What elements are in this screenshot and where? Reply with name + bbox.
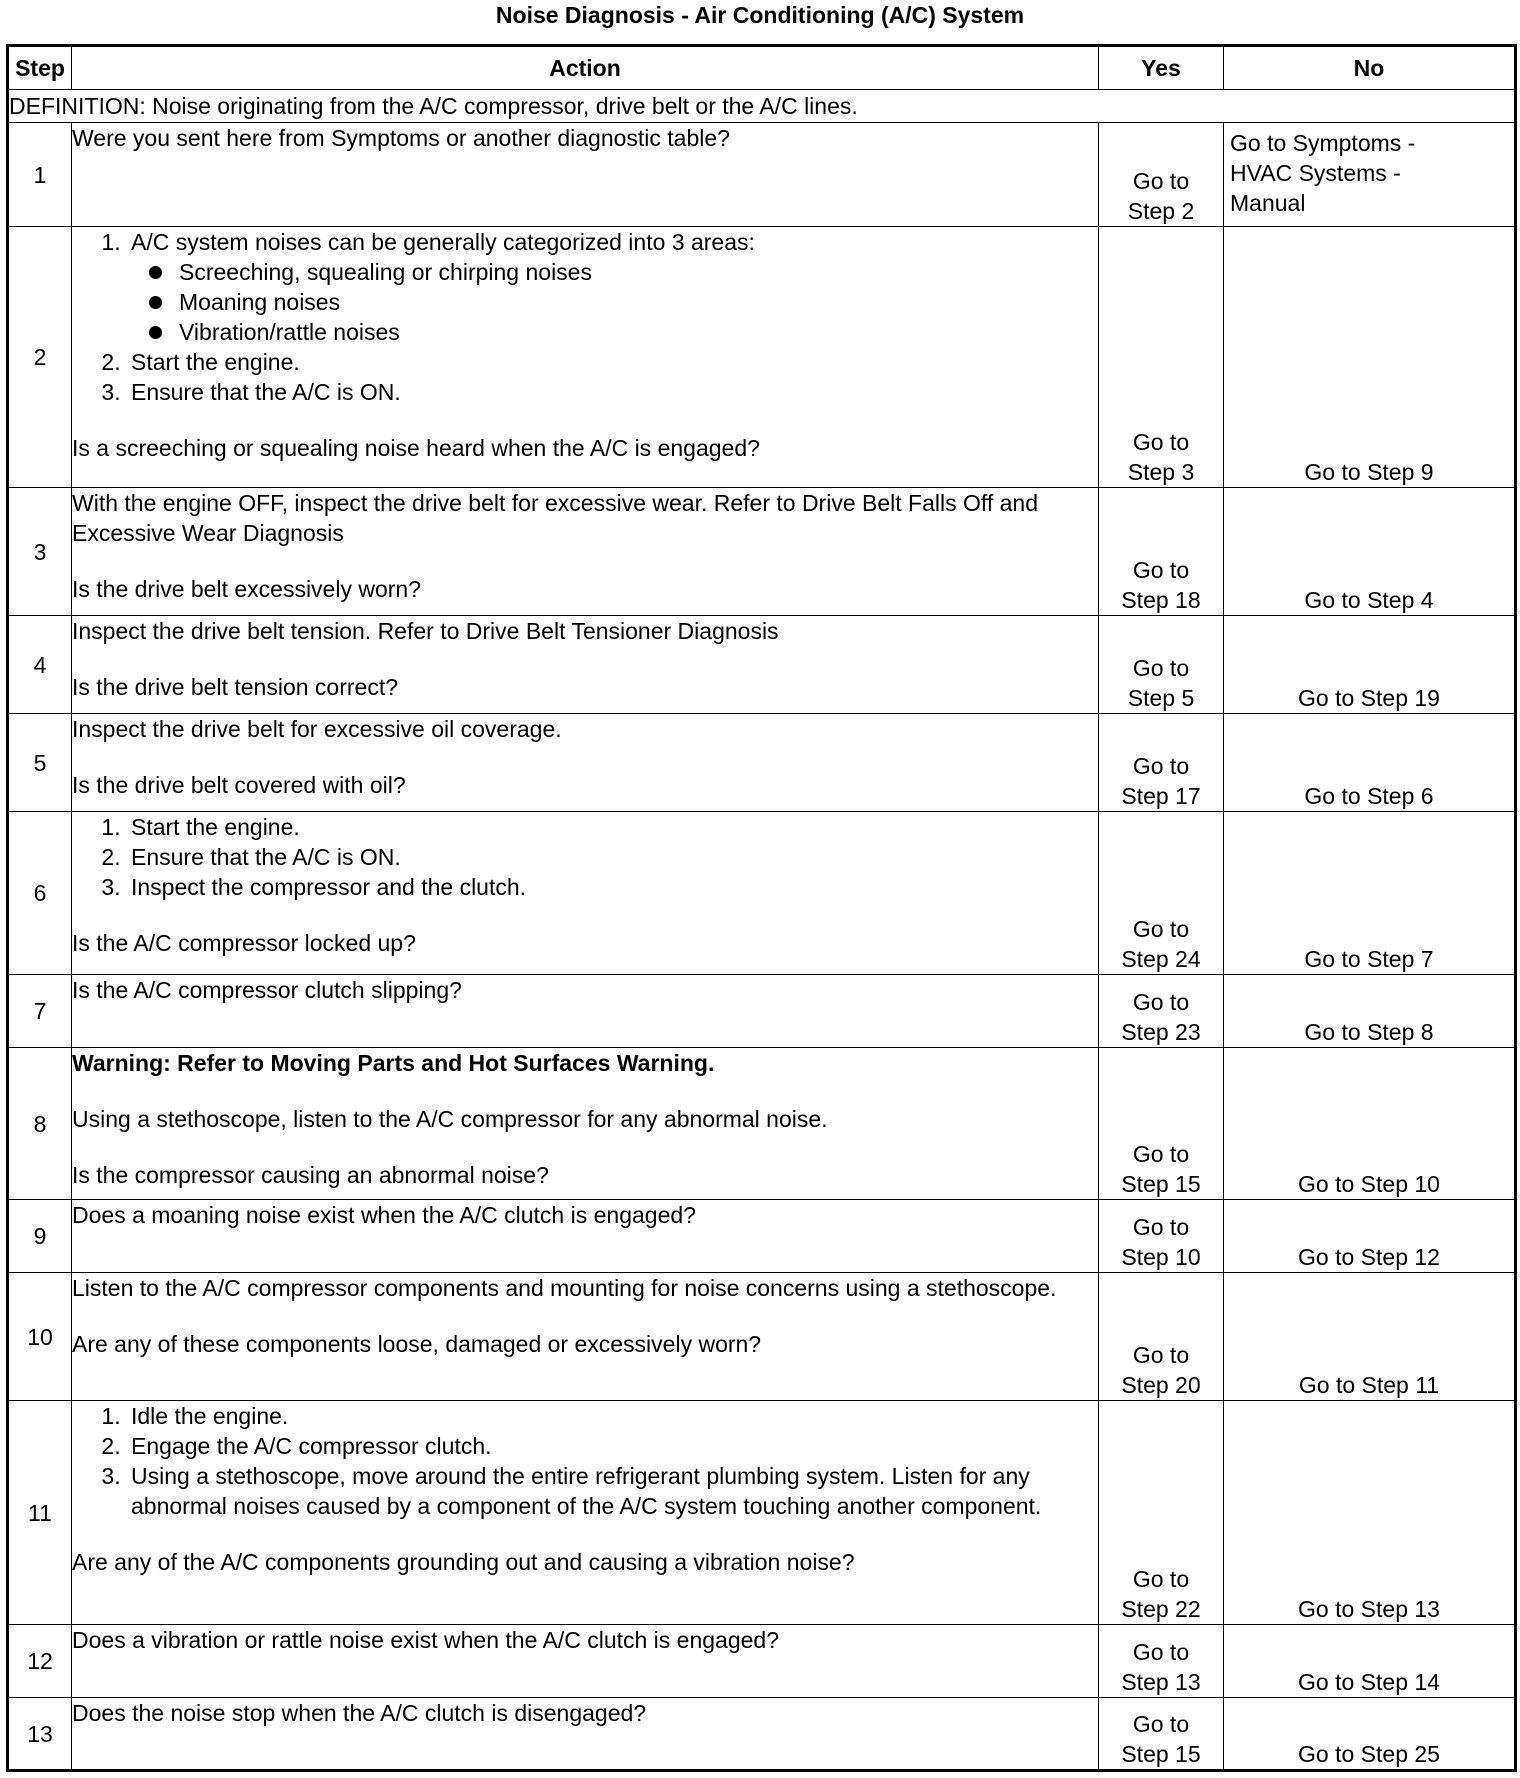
- list-item: 3. Ensure that the A/C is ON.: [127, 377, 1098, 407]
- action-cell: [72, 1200, 1099, 1273]
- action-cell: [72, 714, 1099, 812]
- list-item: 2. Engage the A/C compressor clutch.: [127, 1431, 1098, 1461]
- action-text: Does the noise stop when the A/C clutch is disengaged?: [72, 1700, 647, 1726]
- step-number: 12: [8, 1625, 72, 1698]
- no-cell[interactable]: Go to Step 4: [1224, 488, 1516, 616]
- table-row: [8, 812, 1516, 975]
- diagnosis-table: [6, 44, 1517, 1772]
- yes-cell: [1099, 488, 1224, 616]
- step-number: 4: [8, 616, 72, 714]
- yes-cell: [1099, 1625, 1224, 1698]
- table-row: [8, 616, 1516, 714]
- yes-link-line-1[interactable]: Go to: [1132, 429, 1190, 455]
- action-list: [72, 1401, 1098, 1521]
- yes-link-line-2[interactable]: Step 3: [1127, 459, 1195, 485]
- yes-cell: [1099, 1401, 1224, 1625]
- step-number: 8: [8, 1048, 72, 1200]
- yes-cell: [1099, 227, 1224, 488]
- no-link-line-1[interactable]: Go to Symptoms -: [1230, 130, 1416, 156]
- action-cell: [72, 227, 1099, 488]
- yes-cell: [1099, 1273, 1224, 1401]
- step-number: 7: [8, 975, 72, 1048]
- no-cell[interactable]: Go to Step 10: [1224, 1048, 1516, 1200]
- table-row: [8, 488, 1516, 616]
- step-number: 9: [8, 1200, 72, 1273]
- table-row: [8, 1200, 1516, 1273]
- step-number: 10: [8, 1273, 72, 1401]
- action-cell: [72, 1625, 1099, 1698]
- table-header-row: [8, 46, 1516, 90]
- action-text: Using a stethoscope, listen to the A/C compressor for any abnormal noise.: [72, 1106, 828, 1132]
- yes-cell: [1099, 1698, 1224, 1771]
- yes-link-line-1[interactable]: Go to: [1132, 753, 1190, 779]
- yes-link-line-1[interactable]: Go to: [1132, 1711, 1190, 1737]
- yes-link-line-2[interactable]: Step 24: [1121, 946, 1201, 972]
- yes-link-line-1[interactable]: Go to: [1132, 989, 1190, 1015]
- yes-cell: [1099, 714, 1224, 812]
- action-cell: [72, 123, 1099, 227]
- yes-link-line-1[interactable]: Go to: [1132, 1214, 1190, 1240]
- table-row: [8, 1625, 1516, 1698]
- list-item: 3. Inspect the compressor and the clutch.: [127, 872, 1098, 902]
- yes-link-line-2[interactable]: Step 13: [1121, 1669, 1201, 1695]
- step-number: 13: [8, 1698, 72, 1771]
- yes-cell: [1099, 975, 1224, 1048]
- header-yes: Yes: [1099, 46, 1224, 90]
- list-item: 3. Using a stethoscope, move around the entire refrigerant plumbing system. Listen for any abnormal noises caused by a component of the A/C system touching another component.: [127, 1461, 1098, 1521]
- action-cell: [72, 975, 1099, 1048]
- list-item: 2. Start the engine.: [127, 347, 1098, 377]
- yes-cell: [1099, 616, 1224, 714]
- step-number: 6: [8, 812, 72, 975]
- question-text: Is the A/C compressor locked up?: [72, 930, 416, 956]
- table-row: [8, 714, 1516, 812]
- yes-link-line-2[interactable]: Step 17: [1121, 783, 1201, 809]
- bullet-item: Screeching, squealing or chirping noises: [179, 257, 1098, 287]
- yes-cell: [1099, 812, 1224, 975]
- action-text: Is the A/C compressor clutch slipping?: [72, 977, 462, 1003]
- yes-link-line-2[interactable]: Step 15: [1121, 1741, 1201, 1767]
- action-text: Were you sent here from Symptoms or another diagnostic table?: [72, 125, 730, 151]
- step-number: 2: [8, 227, 72, 488]
- list-item: 2. Ensure that the A/C is ON.: [127, 842, 1098, 872]
- no-cell[interactable]: Go to Step 19: [1224, 616, 1516, 714]
- yes-link-line-2[interactable]: Step 22: [1121, 1596, 1201, 1622]
- step-number: 11: [8, 1401, 72, 1625]
- no-cell: [1224, 123, 1516, 227]
- no-cell[interactable]: Go to Step 11: [1224, 1273, 1516, 1401]
- table-row: [8, 227, 1516, 488]
- action-text: Does a moaning noise exist when the A/C clutch is engaged?: [72, 1202, 696, 1228]
- question-text: Is a screeching or squealing noise heard when the A/C is engaged?: [72, 435, 760, 461]
- action-cell: [72, 488, 1099, 616]
- table-row: [8, 1273, 1516, 1401]
- no-cell[interactable]: Go to Step 14: [1224, 1625, 1516, 1698]
- header-no: No: [1224, 46, 1516, 90]
- step-number: 1: [8, 123, 72, 227]
- no-link-line-2[interactable]: HVAC Systems -: [1230, 160, 1401, 186]
- action-text: Listen to the A/C compressor components and mounting for noise concerns using a stethoscope.: [72, 1275, 1057, 1301]
- question-text: Are any of these components loose, damaged or excessively worn?: [72, 1331, 762, 1357]
- action-text: Does a vibration or rattle noise exist when the A/C clutch is engaged?: [72, 1627, 780, 1653]
- table-row: [8, 1401, 1516, 1625]
- yes-link-line-2[interactable]: Step 18: [1121, 587, 1201, 613]
- yes-link-line-1[interactable]: Go to: [1132, 1639, 1190, 1665]
- action-text: Inspect the drive belt for excessive oil coverage.: [72, 716, 562, 742]
- list-item: 1. Idle the engine.: [127, 1401, 1098, 1431]
- yes-cell: [1099, 1048, 1224, 1200]
- yes-cell: [1099, 123, 1224, 227]
- list-item: [127, 227, 1098, 347]
- yes-link-line-1[interactable]: Go to: [1132, 916, 1190, 942]
- yes-link-line-1[interactable]: Go to: [1132, 557, 1190, 583]
- question-text: Is the drive belt excessively worn?: [72, 576, 421, 602]
- question-text: Is the compressor causing an abnormal noise?: [72, 1162, 549, 1188]
- action-text: With the engine OFF, inspect the drive belt for excessive wear. Refer to Drive Belt Falls Off and Excessive Wear Diagnosis: [72, 490, 1038, 546]
- no-cell[interactable]: Go to Step 9: [1224, 227, 1516, 488]
- action-list: [72, 812, 1098, 902]
- bullet-list: [131, 257, 1098, 347]
- yes-link-line-2[interactable]: Step 10: [1121, 1244, 1201, 1270]
- action-text: Inspect the drive belt tension. Refer to Drive Belt Tensioner Diagnosis: [72, 618, 779, 644]
- action-cell: [72, 1698, 1099, 1771]
- no-link-line-3[interactable]: Manual: [1230, 190, 1306, 216]
- list-item-text: A/C system noises can be generally categorized into 3 areas:: [131, 229, 755, 255]
- step-number: 5: [8, 714, 72, 812]
- no-cell[interactable]: Go to Step 25: [1224, 1698, 1516, 1771]
- definition-text: DEFINITION: Noise originating from the A/C compressor, drive belt or the A/C lines.: [8, 90, 1516, 123]
- action-cell: [72, 812, 1099, 975]
- question-text: Is the drive belt tension correct?: [72, 674, 398, 700]
- yes-link-line-1[interactable]: Go to: [1132, 1141, 1190, 1167]
- list-item: 1. Start the engine.: [127, 812, 1098, 842]
- no-cell[interactable]: Go to Step 13: [1224, 1401, 1516, 1625]
- yes-link-line-2[interactable]: Step 5: [1127, 685, 1195, 711]
- yes-link-line-2[interactable]: Step 23: [1121, 1019, 1201, 1045]
- yes-link-line-1[interactable]: Go to: [1132, 1566, 1190, 1592]
- no-cell[interactable]: Go to Step 8: [1224, 975, 1516, 1048]
- header-step: Step: [8, 46, 72, 90]
- yes-link-line-2[interactable]: Step 2: [1127, 198, 1195, 224]
- yes-link-line-1[interactable]: Go to: [1132, 1342, 1190, 1368]
- bullet-item: Vibration/rattle noises: [179, 317, 1098, 347]
- table-row: [8, 1698, 1516, 1771]
- no-cell[interactable]: Go to Step 6: [1224, 714, 1516, 812]
- yes-link-line-2[interactable]: Step 20: [1121, 1372, 1201, 1398]
- yes-link-line-1[interactable]: Go to: [1132, 168, 1190, 194]
- no-cell[interactable]: Go to Step 12: [1224, 1200, 1516, 1273]
- question-text: Is the drive belt covered with oil?: [72, 772, 406, 798]
- table-row: [8, 1048, 1516, 1200]
- question-text: Are any of the A/C components grounding out and causing a vibration noise?: [72, 1549, 855, 1575]
- no-cell[interactable]: Go to Step 7: [1224, 812, 1516, 975]
- bullet-item: Moaning noises: [179, 287, 1098, 317]
- yes-link-line-2[interactable]: Step 15: [1121, 1171, 1201, 1197]
- table-row: [8, 975, 1516, 1048]
- action-cell: [72, 1048, 1099, 1200]
- action-list: [72, 227, 1098, 407]
- warning-text: Warning: Refer to Moving Parts and Hot Surfaces Warning.: [72, 1050, 715, 1076]
- step-number: 3: [8, 488, 72, 616]
- page-title: Noise Diagnosis - Air Conditioning (A/C) System: [495, 2, 1025, 28]
- definition-row: [8, 90, 1516, 123]
- action-cell: [72, 1273, 1099, 1401]
- action-cell: [72, 616, 1099, 714]
- header-action: Action: [72, 46, 1099, 90]
- yes-link-line-1[interactable]: Go to: [1132, 655, 1190, 681]
- table-row: [8, 123, 1516, 227]
- action-cell: [72, 1401, 1099, 1625]
- yes-cell: [1099, 1200, 1224, 1273]
